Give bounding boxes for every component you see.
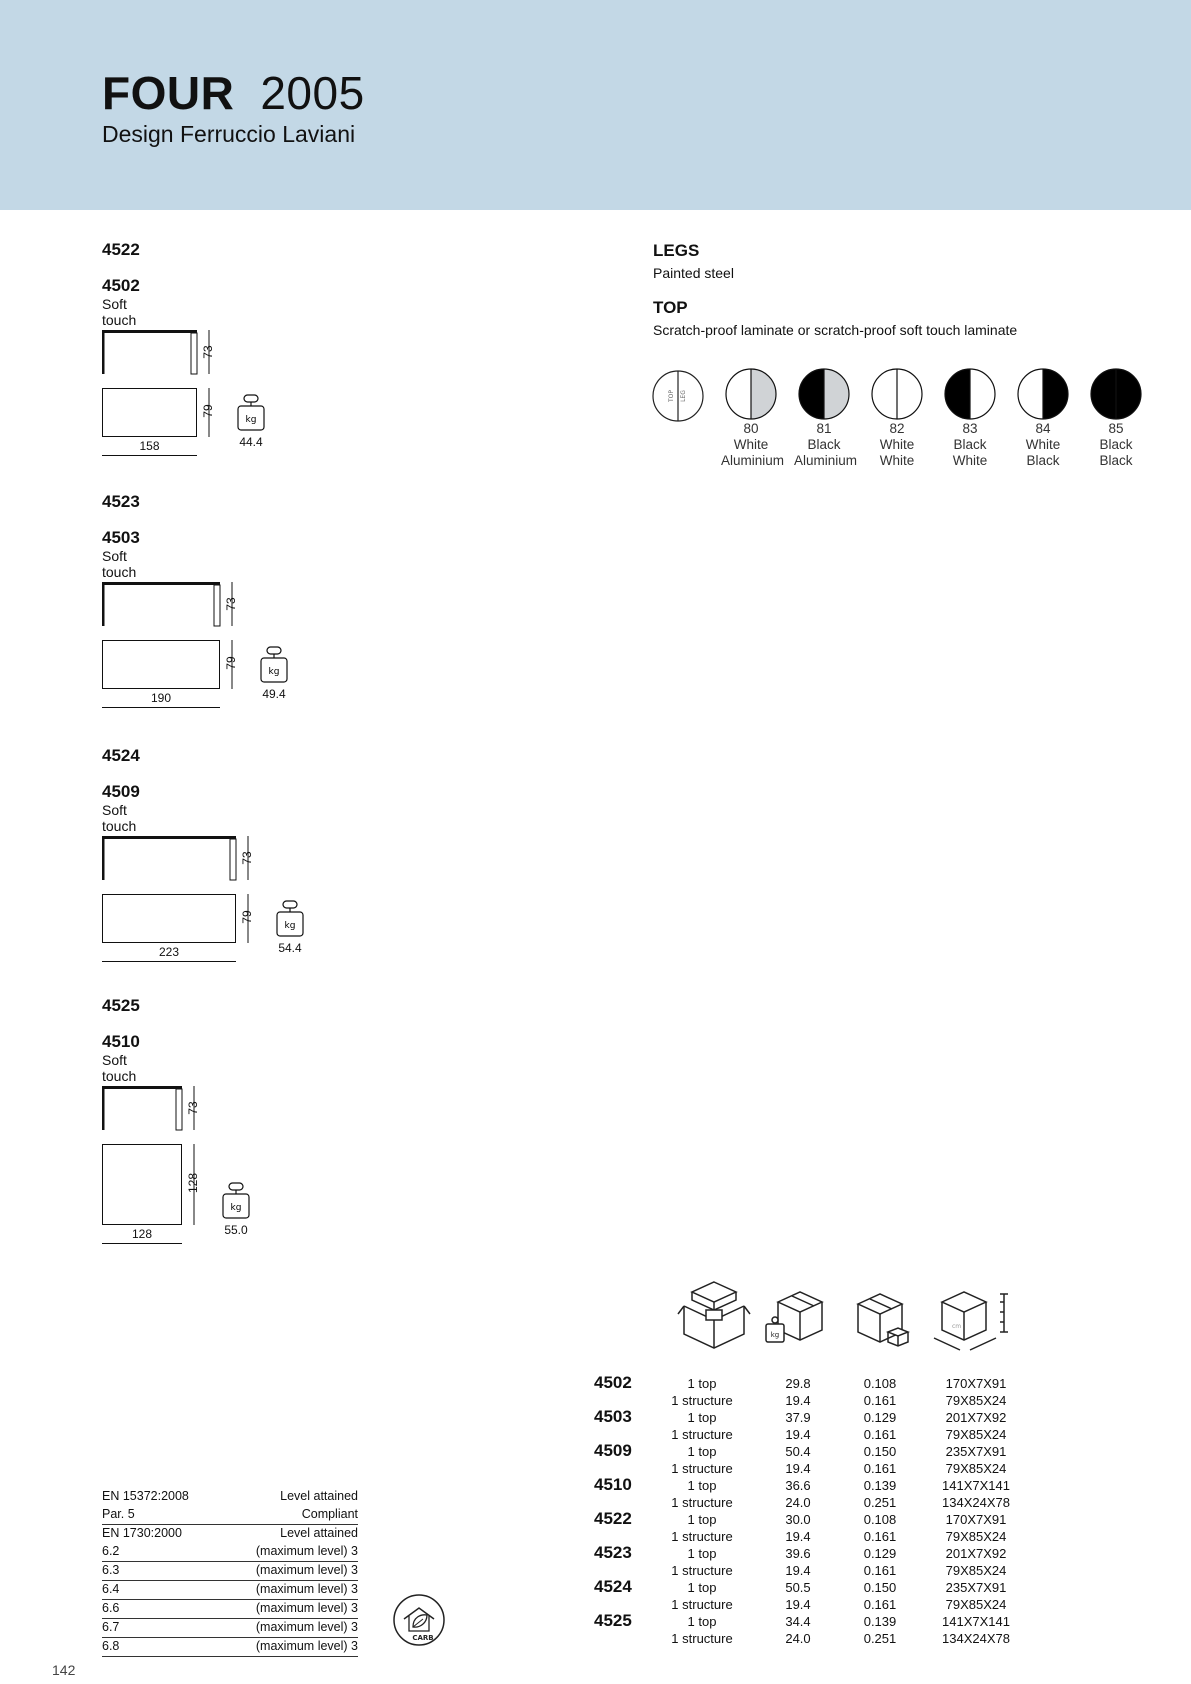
package-weight-icon [764,1288,826,1353]
swatch-top-finish: White [1025,437,1061,452]
pack-pieces: 1 structure [671,1529,733,1544]
pack-weight: 19.4 [785,1597,811,1612]
pack-volume: 0.129 [863,1546,897,1561]
pack-dims: 79X85X24 [945,1393,1007,1408]
product-code-a: 4523 [102,492,140,511]
packages-count-icon [676,1280,752,1355]
pack-dims: 79X85X24 [945,1461,1007,1476]
page-number: 142 [52,1662,76,1678]
table-top-view [102,640,234,694]
pack-weight: 24.0 [785,1631,811,1646]
cert-standard: 6.6 [102,1601,120,1615]
pack-product-code: 4523 [594,1543,632,1562]
pack-volume: 0.129 [863,1410,897,1425]
table-side-view [102,834,250,886]
cert-row [102,1525,358,1543]
table-row [588,1563,1028,1580]
pack-weight: 50.4 [785,1444,811,1459]
pack-weight: 29.8 [785,1376,811,1391]
package-dimensions-icon [930,1288,1014,1359]
weight-unit: kg [268,667,280,677]
finish-legend [651,369,705,428]
swatch-code: 82 [889,421,905,436]
legend-circle-icon [651,369,705,423]
pack-pieces: 1 top [687,1410,717,1425]
product-code-a: 4524 [102,746,140,765]
pack-dims: 134X24X78 [942,1495,1010,1510]
pack-product-code: 4503 [594,1407,632,1426]
weight-icon [258,646,290,684]
pack-dims: 79X85X24 [945,1563,1007,1578]
carb-label: CARB [412,1634,434,1642]
pack-volume: 0.251 [863,1631,897,1646]
table-top-view [102,1144,196,1230]
dim-width: 158 [139,439,160,453]
table-row [588,1529,1028,1546]
cert-standard: 6.7 [102,1620,120,1634]
product-code-b: 4510 [102,1032,140,1051]
pack-product-code: 4510 [594,1475,632,1494]
swatch-leg-finish: White [952,453,988,468]
cert-level: Level attained [280,1526,358,1540]
pack-product-code: 4524 [594,1577,632,1596]
swatch-circle-icon [1089,367,1143,421]
cert-level: (maximum level) 3 [255,1639,358,1653]
pack-volume: 0.139 [863,1478,897,1493]
swatch-leg-finish: Black [1026,453,1060,468]
header-band [0,0,1191,210]
pack-pieces: 1 top [687,1614,717,1629]
dim-width-line [102,961,236,962]
swatch-top-finish: White [733,437,769,452]
product-code-b: 4509 [102,782,140,801]
product-code-b: 4503 [102,528,140,547]
swatch-code: 80 [743,421,759,436]
legs-description: Painted steel [653,265,734,281]
dim-height: 73 [186,1101,200,1115]
pack-pieces: 1 structure [671,1563,733,1578]
cert-level: Level attained [280,1489,358,1503]
pack-volume: 0.161 [863,1563,897,1578]
dim-height: 73 [224,597,238,611]
swatch-leg-finish: White [879,453,915,468]
pack-weight: 19.4 [785,1461,811,1476]
table-row [588,1376,1028,1393]
cert-row [102,1506,358,1525]
table-side-view [102,1084,196,1136]
pack-weight: 37.9 [785,1410,811,1425]
pack-volume: 0.161 [863,1529,897,1544]
legs-title: LEGS [653,241,700,260]
carb-logo [392,1593,446,1652]
cert-row [102,1562,358,1581]
pack-pieces: 1 structure [671,1597,733,1612]
cert-level: (maximum level) 3 [255,1563,358,1577]
product-finish: Soft touch [102,548,137,580]
pack-dims: 79X85X24 [945,1529,1007,1544]
certifications-table [102,1488,358,1657]
cert-row [102,1619,358,1638]
pack-volume: 0.139 [863,1614,897,1629]
swatch-top-finish: Black [1099,437,1133,452]
swatch-circle-icon [943,367,997,421]
table-top-view [102,894,250,948]
swatch-circle-icon [797,367,851,421]
pack-pieces: 1 structure [671,1461,733,1476]
dim-width-line [102,1243,182,1244]
cert-row [102,1488,358,1506]
product-code-b: 4502 [102,276,140,295]
pack-pieces: 1 top [687,1512,717,1527]
cert-row [102,1600,358,1619]
product-weight: 44.4 [239,435,263,449]
pack-dims: 170X7X91 [945,1376,1007,1391]
dim-width-line [102,455,197,456]
product-code-a: 4525 [102,996,140,1015]
cert-level: Compliant [301,1507,358,1521]
table-side-view [102,580,234,632]
top-description: Scratch-proof laminate or scratch-proof soft touch laminate [653,322,1018,338]
pack-volume: 0.150 [863,1580,897,1595]
swatch-circle-icon [1016,367,1070,421]
dim-height: 73 [240,851,254,865]
product-finish: Soft touch [102,296,137,328]
swatch-circle-icon [870,367,924,421]
pack-weight: 39.6 [785,1546,811,1561]
dim-depth: 79 [224,656,238,670]
weight-unit: kg [284,921,296,931]
pack-weight: 19.4 [785,1427,811,1442]
table-row [588,1580,1028,1597]
pack-volume: 0.251 [863,1495,897,1510]
table-side-view [102,328,211,380]
weight-icon [220,1182,252,1220]
pack-pieces: 1 top [687,1376,717,1391]
pack-dims: 235X7X91 [945,1444,1007,1459]
table-row [588,1444,1028,1461]
pack-weight: 34.4 [785,1614,811,1629]
table-row [588,1461,1028,1478]
cert-standard: Par. 5 [102,1507,135,1521]
finish-swatch [1086,367,1146,469]
pack-weight: 50.5 [785,1580,811,1595]
dim-width: 128 [131,1227,153,1241]
pack-volume: 0.108 [863,1512,897,1527]
legend-leg-label: LEG [680,390,687,402]
swatch-leg-finish: Aluminium [794,453,858,468]
pack-pieces: 1 top [687,1546,717,1561]
pack-weight: 19.4 [785,1563,811,1578]
cert-level: (maximum level) 3 [255,1601,358,1615]
weight-icon [274,900,306,938]
pack-dims: 79X85X24 [945,1597,1007,1612]
dim-width: 190 [150,691,172,705]
pack-weight: 19.4 [785,1529,811,1544]
table-row [588,1614,1028,1631]
swatch-code: 84 [1035,421,1051,436]
collection-name: FOUR [102,67,235,119]
pack-product-code: 4509 [594,1441,632,1460]
legend-top-label: TOP [668,389,675,403]
table-row [588,1597,1028,1614]
finish-swatch [940,367,1000,469]
table-row [588,1512,1028,1529]
product-finish: Soft touch [102,802,137,834]
pack-dims: 170X7X91 [945,1512,1007,1527]
swatch-leg-finish: Aluminium [721,453,785,468]
pack-dims: 235X7X91 [945,1580,1007,1595]
pack-pieces: 1 structure [671,1393,733,1408]
dim-depth: 128 [186,1172,200,1193]
weight-unit: kg [230,1203,242,1213]
cert-standard: 6.4 [102,1582,120,1596]
swatch-top-finish: Black [953,437,987,452]
weight-icon [235,394,267,432]
finish-swatch [1013,367,1073,469]
cert-standard: 6.8 [102,1639,120,1653]
pack-dims: 134X24X78 [942,1631,1010,1646]
top-title: TOP [653,298,688,317]
table-row [588,1546,1028,1563]
table-row [588,1393,1028,1410]
product-finish: Soft touch [102,1052,137,1084]
pack-volume: 0.161 [863,1393,897,1408]
pack-product-code: 4502 [594,1373,632,1392]
cert-level: (maximum level) 3 [255,1620,358,1634]
cert-standard: 6.2 [102,1544,120,1558]
swatch-code: 81 [816,421,832,436]
pack-pieces: 1 top [687,1478,717,1493]
swatch-top-finish: White [879,437,915,452]
svg-text:cm: cm [952,1323,962,1330]
dim-height: 73 [201,345,215,359]
pack-pieces: 1 structure [671,1631,733,1646]
cert-row [102,1543,358,1562]
pack-dims: 201X7X92 [945,1410,1007,1425]
collection-year: 2005 [260,67,365,119]
pack-volume: 0.161 [863,1597,897,1612]
cert-level: (maximum level) 3 [255,1582,358,1596]
pack-weight: 19.4 [785,1393,811,1408]
dim-width-line [102,707,220,708]
pack-weight: 24.0 [785,1495,811,1510]
dim-depth: 79 [201,404,215,418]
pack-pieces: 1 top [687,1580,717,1595]
cert-standard: 6.3 [102,1563,120,1577]
pack-pieces: 1 structure [671,1495,733,1510]
pack-volume: 0.150 [863,1444,897,1459]
cert-level: (maximum level) 3 [255,1544,358,1558]
pack-product-code: 4525 [594,1611,632,1630]
pack-pieces: 1 structure [671,1427,733,1442]
finish-swatch [721,367,785,469]
collection-title [102,66,365,120]
table-row [588,1410,1028,1427]
product-weight: 55.0 [224,1223,248,1237]
swatch-code: 85 [1108,421,1124,436]
pack-volume: 0.161 [863,1427,897,1442]
table-row [588,1427,1028,1444]
product-code-a: 4522 [102,240,140,259]
swatch-circle-icon [724,367,778,421]
carb-leaf-icon [392,1593,446,1647]
swatch-code: 83 [962,421,978,436]
pack-dims: 201X7X92 [945,1546,1007,1561]
table-top-view [102,388,211,442]
dim-depth: 79 [240,910,254,924]
pack-product-code: 4522 [594,1509,632,1528]
product-weight: 54.4 [278,941,302,955]
cert-row [102,1581,358,1600]
pack-weight: 36.6 [785,1478,811,1493]
pack-dims: 141X7X141 [942,1478,1010,1493]
svg-text:kg: kg [770,1331,780,1339]
cert-standard: EN 1730:2000 [102,1526,182,1540]
weight-unit: kg [245,415,257,425]
table-row [588,1495,1028,1512]
table-row [588,1631,1028,1648]
pack-volume: 0.108 [863,1376,897,1391]
finish-swatch [794,367,858,469]
cert-standard: EN 15372:2008 [102,1489,189,1503]
designer-credit: Design Ferruccio Laviani [102,121,356,147]
package-volume-icon [854,1290,910,1353]
table-row [588,1478,1028,1495]
pack-dims: 141X7X141 [942,1614,1010,1629]
swatch-top-finish: Black [807,437,841,452]
pack-weight: 30.0 [785,1512,811,1527]
dim-width: 223 [158,945,180,959]
product-weight: 49.4 [262,687,286,701]
pack-volume: 0.161 [863,1461,897,1476]
pack-pieces: 1 top [687,1444,717,1459]
finish-swatch [867,367,927,469]
cert-row [102,1638,358,1657]
pack-dims: 79X85X24 [945,1427,1007,1442]
swatch-leg-finish: Black [1099,453,1133,468]
